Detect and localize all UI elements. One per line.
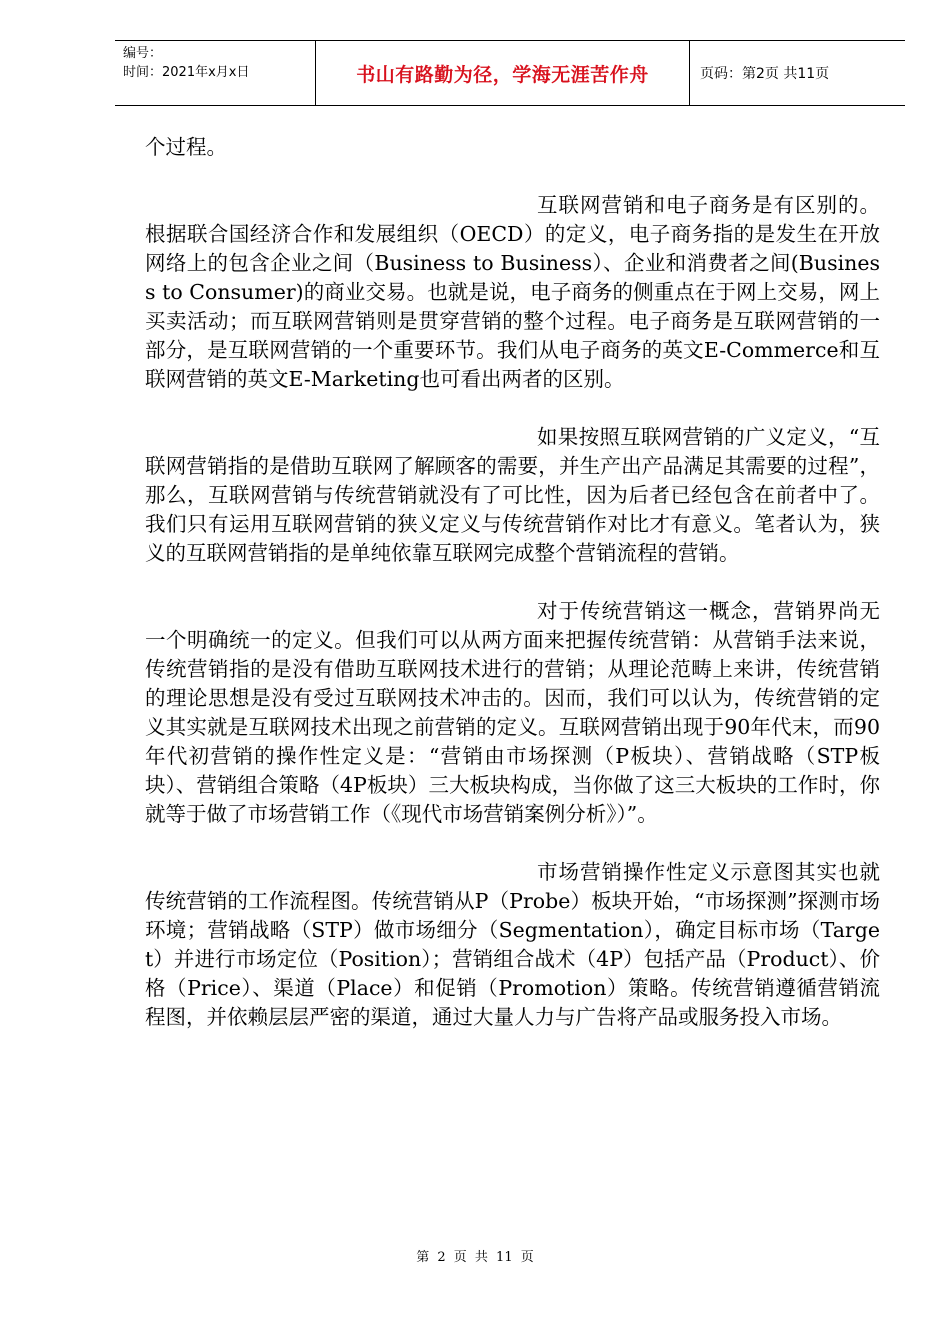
paragraph-5: 市场营销操作性定义示意图其实也就传统营销的工作流程图。传统营销从P（Probe）板块开始，“市场探测”探测市场环境；营销战略（STP）做市场细分（Segmentation），确定目标市场（Target）并进行市场定位（Position）；营销组合战术（4P）包括产品（Product）、价格（Price）、渠道（Place）和促销（Promotion）策略。传统营销遵循营销流程图，并依赖层层严密的渠道，通过大量人力与广告将产品或服务投入市场。 — [145, 860, 880, 1029]
header-page-info: 页码：第2页 共11页 — [700, 66, 830, 82]
paragraph-4: 对于传统营销这一概念，营销界尚无一个明确统一的定义。但我们可以从两方面来把握传统营销：从营销手法来说，传统营销指的是没有借助互联网技术进行的营销；从理论范畴上来讲，传统营销的理论思想是没有受过互联网技术冲击的。因而，我们可以认为，传统营销的定义其实就是互联网技术出现之前营销的定义。互联网营销出现于90年代末，而90年代初营销的操作性定义是：“营销由市场探测（P板块）、营销战略（STP板块）、营销组合策略（4P板块）三大板块构成，当你做了这三大板块的工作时，你就等于做了市场营销工作（《现代市场营销案例分析》）”。 — [145, 599, 880, 826]
page-footer: 第 2 页 共 11 页 — [416, 1250, 534, 1265]
document-number-label: 编号： — [123, 46, 163, 61]
header-motto: 书山有路勤为径，学海无涯苦作舟 — [316, 41, 690, 105]
paragraph-3: 如果按照互联网营销的广义定义，“互联网营销指的是借助互联网了解顾客的需要，并生产出产品满足其需要的过程”，那么，互联网营销与传统营销就没有了可比性，因为后者已经包含在前者中了。我们只有运用互联网营销的狭义定义与传统营销作对比才有意义。笔者认为，狭义的互联网营销指的是单纯依靠互联网完成整个营销流程的营销。 — [145, 425, 880, 565]
header-meta-cell — [115, 41, 316, 105]
document-time-label: 时间：2021年x月x日 — [123, 65, 250, 80]
paragraph-1: 个过程。 — [145, 135, 227, 159]
paragraph-2: 互联网营销和电子商务是有区别的。根据联合国经济合作和发展组织（OECD）的定义，电子商务指的是发生在开放网络上的包含企业之间（Business to Business）、企业和消费者之间(Business to Consumer)的商业交易。也就是说，电子商务的侧重点在于网上交易，网上买卖活动；而互联网营销则是贯穿营销的整个过程。电子商务是互联网营销的一部分，是互联网营销的一个重要环节。我们从电子商务的英文E-Commerce和互联网营销的英文E-Marketing也可看出两者的区别。 — [145, 193, 880, 391]
page-header — [115, 40, 905, 106]
document-body — [145, 133, 880, 1061]
